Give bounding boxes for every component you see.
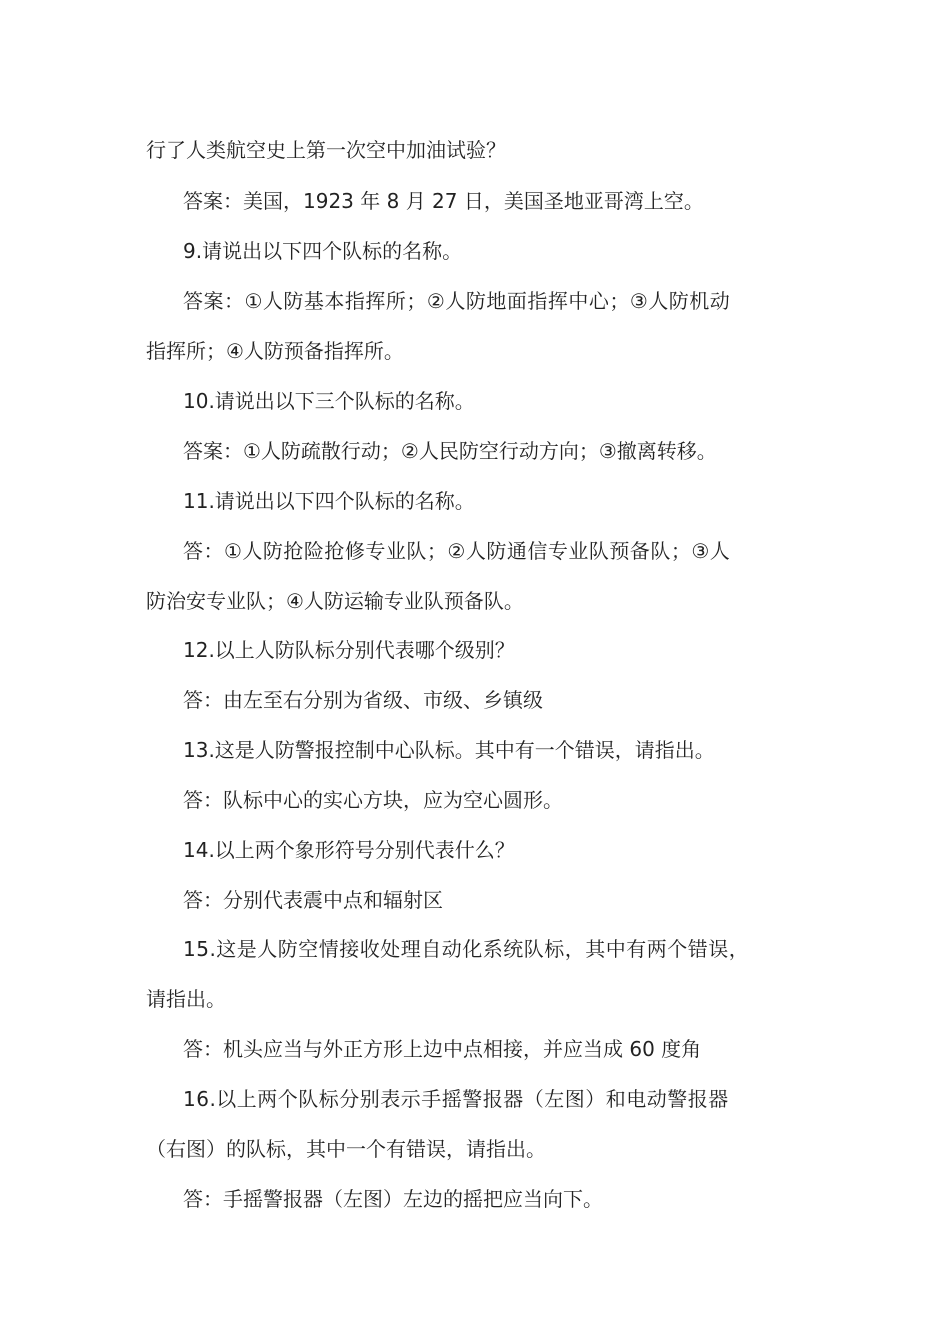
question-9: 9.请说出以下四个队标的名称。: [183, 239, 463, 263]
text-line-continuation: 行了人类航空史上第一次空中加油试验？: [146, 138, 506, 162]
question-15-line-2: 请指出。: [146, 987, 226, 1011]
answer-9-line-2: 指挥所；④人防预备指挥所。: [146, 339, 404, 363]
answer-13: 答：队标中心的实心方块，应为空心圆形。: [183, 788, 563, 812]
question-15-line-1: 15.这是人防空情接收处理自动化系统队标，其中有两个错误，: [183, 937, 750, 961]
question-16-line-1: 16.以上两个队标分别表示手摇警报器（左图）和电动警报器: [183, 1087, 729, 1111]
answer-12: 答：由左至右分别为省级、市级、乡镇级: [183, 688, 543, 712]
question-11: 11.请说出以下四个队标的名称。: [183, 489, 475, 513]
answer-14: 答：分别代表震中点和辐射区: [183, 888, 443, 912]
answer-11-line-1: 答：①人防抢险抢修专业队；②人防通信专业队预备队；③人: [183, 539, 731, 563]
answer-line: 答案：美国，1923 年 8 月 27 日，美国圣地亚哥湾上空。: [183, 189, 704, 213]
answer-11-line-2: 防治安专业队；④人防运输专业队预备队。: [146, 589, 524, 613]
question-16-line-2: （右图）的队标，其中一个有错误，请指出。: [146, 1137, 546, 1161]
answer-16: 答：手摇警报器（左图）左边的摇把应当向下。: [183, 1187, 603, 1211]
answer-9-line-1: 答案：①人防基本指挥所；②人防地面指挥中心；③人防机动: [183, 289, 731, 313]
question-14: 14.以上两个象形符号分别代表什么？: [183, 838, 515, 862]
question-12: 12.以上人防队标分别代表哪个级别？: [183, 638, 515, 662]
answer-10: 答案：①人防疏散行动；②人民防空行动方向；③撤离转移。: [183, 439, 717, 463]
question-10: 10.请说出以下三个队标的名称。: [183, 389, 475, 413]
answer-15: 答：机头应当与外正方形上边中点相接，并应当成 60 度角: [183, 1037, 702, 1061]
question-13: 13.这是人防警报控制中心队标。其中有一个错误，请指出。: [183, 738, 715, 762]
